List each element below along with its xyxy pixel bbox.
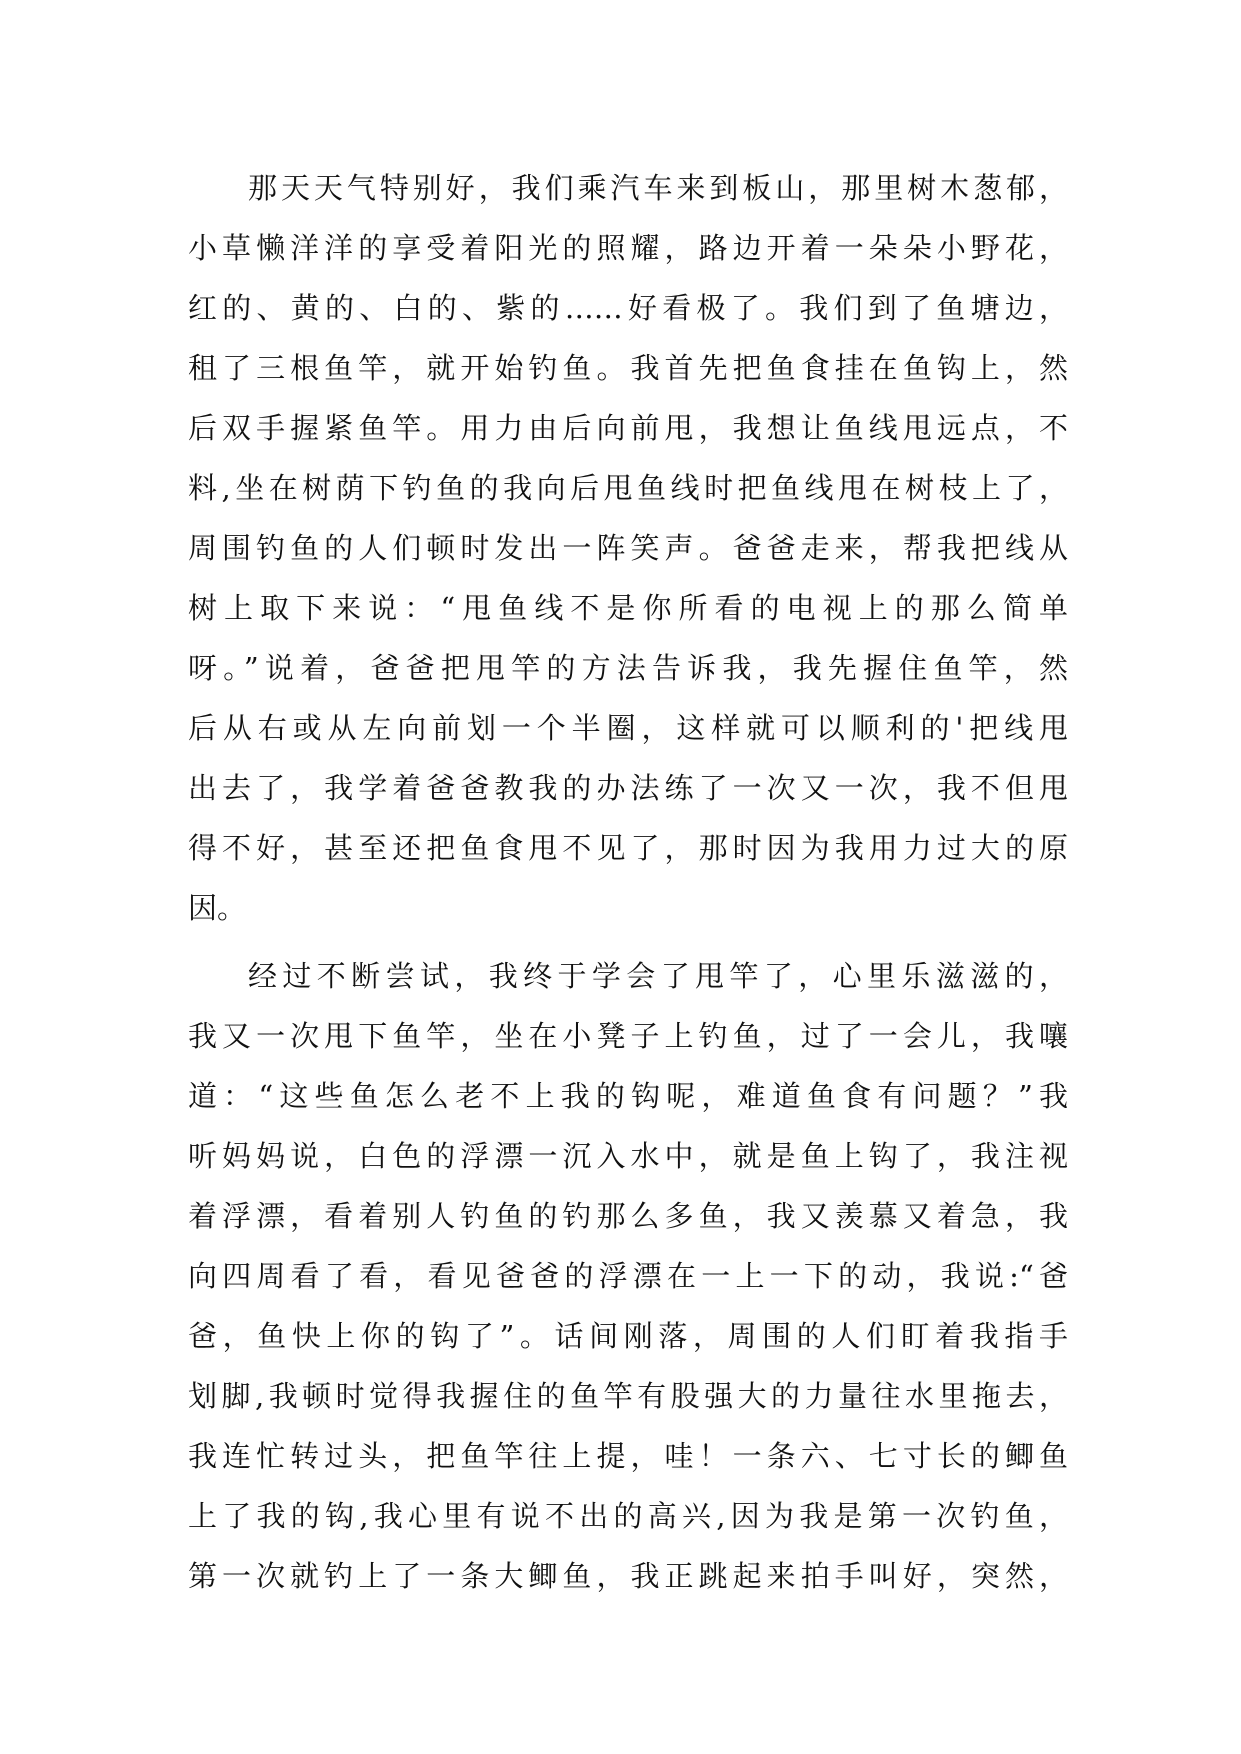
text-line: 小草懒洋洋的享受着阳光的照耀，路边开着一朵朵小野花， (188, 231, 1068, 265)
text-line: 上了我的钩,我心里有说不出的高兴,因为我是第一次钓鱼， (188, 1499, 1068, 1533)
text-line: 道：“这些鱼怎么老不上我的钩呢，难道鱼食有问题？”我 (188, 1079, 1068, 1113)
text-line: 那天天气特别好，我们乘汽车来到板山，那里树木葱郁， (248, 171, 1068, 205)
text-line: 我又一次甩下鱼竿，坐在小凳子上钓鱼，过了一会儿，我嚷 (188, 1019, 1068, 1053)
text-line: 出去了，我学着爸爸教我的办法练了一次又一次，我不但甩 (188, 771, 1068, 805)
text-line: 划脚,我顿时觉得我握住的鱼竿有股强大的力量往水里拖去， (188, 1379, 1068, 1413)
text-line: 后从右或从左向前划一个半圈，这样就可以顺利的'把线甩 (188, 711, 1068, 745)
paragraph-2 (188, 946, 1068, 1606)
text-line: 得不好，甚至还把鱼食甩不见了，那时因为我用力过大的原 (188, 831, 1068, 865)
text-line: 向四周看了看，看见爸爸的浮漂在一上一下的动，我说:“爸 (188, 1259, 1068, 1293)
text-line: 第一次就钓上了一条大鲫鱼，我正跳起来拍手叫好，突然， (188, 1559, 1068, 1593)
text-line: 因。 (188, 891, 247, 925)
text-line: 我连忙转过头，把鱼竿往上提，哇！一条六、七寸长的鲫鱼 (188, 1439, 1068, 1473)
text-line: 租了三根鱼竿，就开始钓鱼。我首先把鱼食挂在鱼钩上，然 (188, 351, 1068, 385)
text-line: 听妈妈说，白色的浮漂一沉入水中，就是鱼上钩了，我注视 (188, 1139, 1068, 1173)
text-line: 爸，鱼快上你的钩了”。话间刚落，周围的人们盯着我指手 (188, 1319, 1068, 1353)
document-body (188, 158, 1068, 1606)
paragraph-1 (188, 158, 1068, 938)
text-line: 后双手握紧鱼竿。用力由后向前甩，我想让鱼线甩远点，不 (188, 411, 1068, 445)
text-line: 经过不断尝试，我终于学会了甩竿了，心里乐滋滋的， (248, 959, 1068, 993)
paragraph-spacer (188, 938, 1068, 946)
text-line: 红的、黄的、白的、紫的……好看极了。我们到了鱼塘边， (188, 291, 1068, 325)
text-line: 树上取下来说：“甩鱼线不是你所看的电视上的那么简单 (188, 591, 1068, 625)
text-line: 着浮漂，看着别人钓鱼的钓那么多鱼，我又羡慕又着急，我 (188, 1199, 1068, 1233)
text-line: 料,坐在树荫下钓鱼的我向后甩鱼线时把鱼线甩在树枝上了， (188, 471, 1068, 505)
text-line: 周围钓鱼的人们顿时发出一阵笑声。爸爸走来，帮我把线从 (188, 531, 1068, 565)
text-line: 呀。”说着，爸爸把甩竿的方法告诉我，我先握住鱼竿，然 (188, 651, 1068, 685)
